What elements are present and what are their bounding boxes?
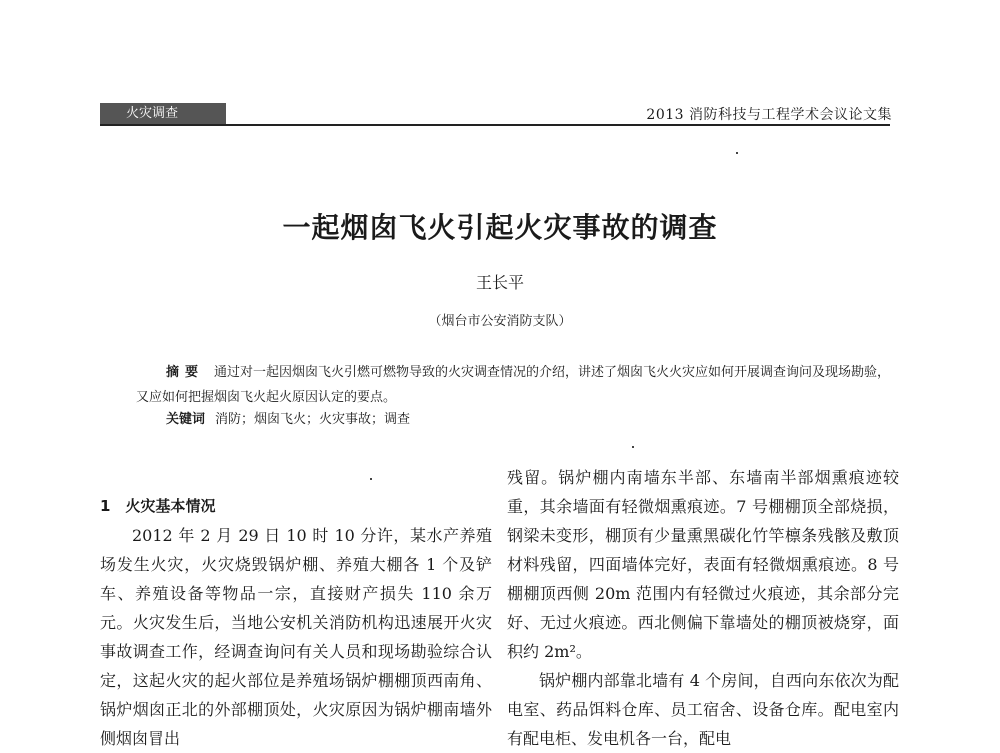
abstract-text: 通过对一起因烟囱飞火引燃可燃物导致的火灾调查情况的介绍，讲述了烟囱飞火火灾应如何开展调查询问及现场勘验，又应如何把握烟囱飞火起火原因认定的要点。 <box>136 365 891 405</box>
affiliation: （烟台市公安消防支队） <box>428 314 572 329</box>
author: 王长平 <box>475 273 524 292</box>
paragraph: 残留。锅炉棚内南墙东半部、东墙南半部烟熏痕迹较重，其余墙面有轻微烟熏痕迹。7 号棚棚顶全部烧损，钢梁未变形，棚顶有少量熏黑碳化竹竿檩条残骸及敷顶材料残留，四面墙体完好，表面有轻微烟熏痕迹。8 号棚棚顶西侧 20m 范围内有轻微过火痕迹，其余部分完好、无过火痕迹。西北侧偏下靠墙处的棚顶被烧穿，面积约 2m²。 <box>507 468 899 661</box>
left-column <box>100 492 492 753</box>
paragraph: 2012 年 2 月 29 日 10 时 10 分许，某水产养殖场发生火灾，火灾烧毁锅炉棚、养殖大棚各 1 个及铲车、养殖设备等物品一宗，直接财产损失 110 余万元。火灾发生后，当地公安机关消防机构迅速展开火灾事故调查工作，经调查询问有关人员和现场勘验综合认定，这起火灾的起火部位是养殖场锅炉棚棚顶西南角、锅炉烟囱正北的外部棚顶处，火灾原因为锅炉棚南墙外侧烟囱冒出 <box>100 526 492 748</box>
journal-title: 2013 消防科技与工程学术会议论文集 <box>646 107 892 123</box>
article-title: 一起烟囱飞火引起火灾事故的调查 <box>282 211 718 244</box>
scan-speck <box>370 478 372 480</box>
keywords <box>166 410 410 430</box>
keywords-text: 消防；烟囱飞火；火灾事故；调查 <box>215 412 411 427</box>
header-rule <box>100 124 890 126</box>
paragraph: 锅炉棚内部靠北墙有 4 个房间，自西向东依次为配电室、药品饵料仓库、员工宿舍、设备仓库。配电室内有配电柜、发电机各一台，配电 <box>507 671 899 748</box>
abstract <box>136 360 896 410</box>
right-column <box>507 463 899 753</box>
scan-speck <box>632 446 634 448</box>
keywords-label: 关键词 <box>166 412 206 427</box>
section-tag: 火灾调查 <box>100 103 226 124</box>
section-heading: 1 火灾基本情况 <box>100 497 216 515</box>
abstract-label: 摘要 <box>166 365 205 380</box>
scan-speck <box>736 152 738 154</box>
